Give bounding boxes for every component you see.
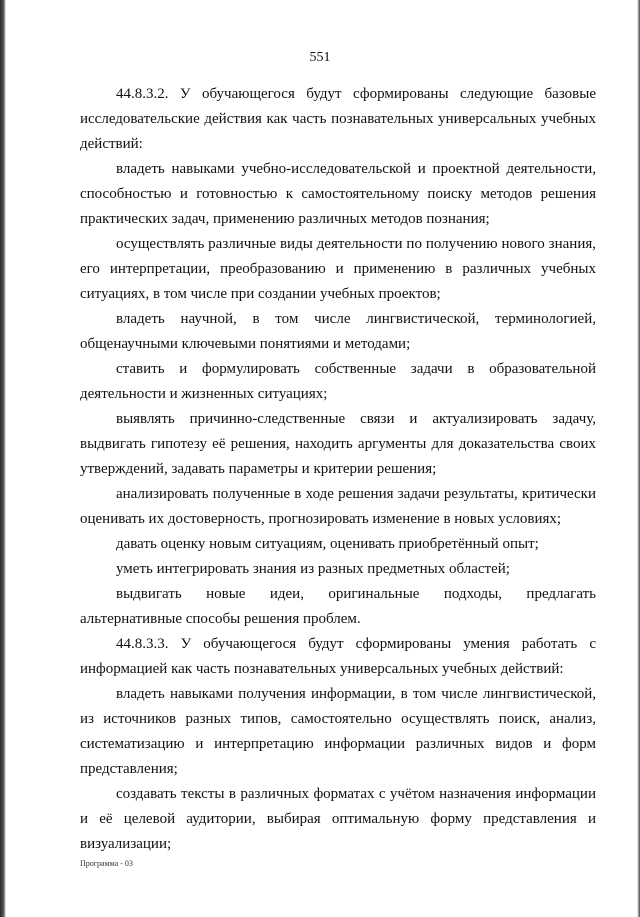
body-text	[80, 82, 596, 857]
paragraph-section-heading: 44.8.3.2. У обучающегося будут сформированы следующие базовые исследовательские действия как часть познавательных универсальных учебных действий:	[80, 86, 596, 152]
paragraph: владеть научной, в том числе лингвистической, терминологией, общенаучными ключевыми понятиями и методами;	[80, 311, 596, 352]
paragraph: создавать тексты в различных форматах с учётом назначения информации и её целевой аудитории, выбирая оптимальную форму представления и визуализации;	[80, 786, 596, 852]
paragraph: анализировать полученные в ходе решения задачи результаты, критически оценивать их достоверность, прогнозировать изменение в новых условиях;	[80, 486, 596, 527]
paragraph: ставить и формулировать собственные задачи в образовательной деятельности и жизненных ситуациях;	[80, 361, 596, 402]
paragraph-section-heading: 44.8.3.3. У обучающегося будут сформированы умения работать с информацией как часть познавательных универсальных учебных действий:	[80, 636, 596, 677]
paragraph: давать оценку новым ситуациям, оценивать приобретённый опыт;	[116, 536, 539, 552]
scan-edge-left	[0, 0, 6, 917]
paragraph: владеть навыками учебно-исследовательской и проектной деятельности, способностью и готовностью к самостоятельному поиску методов решения практических задач, применению различных методов познания;	[80, 161, 596, 227]
paragraph: уметь интегрировать знания из разных предметных областей;	[116, 561, 510, 577]
paragraph: осуществлять различные виды деятельности по получению нового знания, его интерпретации, преобразованию и применению в различных учебных ситуациях, в том числе при создании учебных проектов;	[80, 236, 596, 302]
footer-note: Программа - 03	[80, 859, 133, 868]
page-number: 551	[309, 50, 331, 65]
paragraph: владеть навыками получения информации, в том числе лингвистической, из источников разных типов, самостоятельно осуществлять поиск, анализ, систематизацию и интерпретацию информации различных видов и форм представления;	[80, 686, 596, 777]
paragraph: выявлять причинно-следственные связи и актуализировать задачу, выдвигать гипотезу её решения, находить аргументы для доказательства своих утверждений, задавать параметры и критерии решения;	[80, 411, 596, 477]
paragraph: выдвигать новые идеи, оригинальные подходы, предлагать альтернативные способы решения проблем.	[80, 586, 596, 627]
